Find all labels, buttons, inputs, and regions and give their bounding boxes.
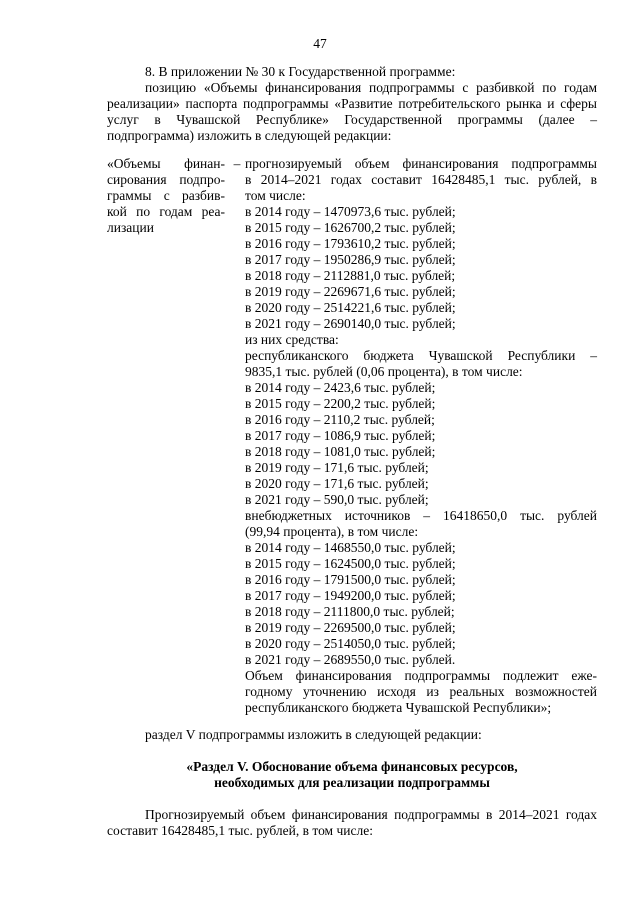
passport-left-line: граммы с разбив- (107, 188, 225, 203)
total-line: прогнозируемый объем финансирования подпрограммы (245, 156, 597, 171)
republic-year-line: в 2017 году – 1086,9 тыс. рублей; (245, 428, 436, 443)
section-title (107, 759, 597, 791)
total-line: в 2014–2021 годах составит 16428485,1 тыс. рублей, в (245, 172, 597, 187)
note-line: Объем финансирования подпрограммы подлежит еже- (245, 668, 597, 683)
extrabudget-line: (99,94 процента), в том числе: (245, 524, 419, 539)
total-year-line: в 2016 году – 1793610,2 тыс. рублей; (245, 236, 456, 251)
republic-year-line: в 2016 году – 2110,2 тыс. рублей; (245, 412, 435, 427)
extrabudget-year-line: в 2020 году – 2514050,0 тыс. рублей; (245, 636, 456, 651)
republic-year-line: в 2015 году – 2200,2 тыс. рублей; (245, 396, 436, 411)
passport-left-cell (107, 156, 225, 236)
extrabudget-year-line: в 2018 году – 2111800,0 тыс. рублей; (245, 604, 455, 619)
passport-right-cell (245, 156, 597, 716)
total-year-line: в 2021 году – 2690140,0 тыс. рублей; (245, 316, 456, 331)
section-title-line: «Раздел V. Обоснование объема финансовых ресурсов, (186, 759, 518, 774)
sources-label: из них средства: (245, 332, 339, 347)
extrabudget-year-line: в 2016 году – 1791500,0 тыс. рублей; (245, 572, 456, 587)
republic-year-line: в 2021 году – 590,0 тыс. рублей; (245, 492, 429, 507)
total-year-line: в 2020 году – 2514221,6 тыс. рублей; (245, 300, 456, 315)
total-year-line: в 2017 году – 1950286,9 тыс. рублей; (245, 252, 456, 267)
page-number: 47 (313, 36, 327, 51)
total-year-line: в 2014 году – 1470973,6 тыс. рублей; (245, 204, 456, 219)
extrabudget-line: внебюджетных источников – 16418650,0 тыс. рублей (245, 508, 597, 523)
total-year-line: в 2019 году – 2269671,6 тыс. рублей; (245, 284, 456, 299)
extrabudget-year-line: в 2014 году – 1468550,0 тыс. рублей; (245, 540, 456, 555)
extrabudget-year-line: в 2019 году – 2269500,0 тыс. рублей; (245, 620, 456, 635)
passport-left-line: кой по годам реа- (107, 204, 225, 219)
section-instruction: раздел V подпрограммы изложить в следующей редакции: (145, 727, 482, 742)
total-year-line: в 2015 году – 1626700,2 тыс. рублей; (245, 220, 456, 235)
final-paragraph: Прогнозируемый объем финансирования подпрограммы в 2014–2021 годах составит 16428485,1 тыс. рублей, в том числе: (107, 807, 597, 838)
note-line: республиканского бюджета Чувашской Республики»; (245, 700, 552, 715)
note-line: годному уточнению исходя из реальных возможностей (245, 684, 597, 699)
extrabudget-year-line: в 2015 году – 1624500,0 тыс. рублей; (245, 556, 456, 571)
extrabudget-year-line: в 2021 году – 2689550,0 тыс. рублей. (245, 652, 456, 667)
intro-paragraph: позицию «Объемы финансирования подпрограммы с разбивкой по годам реализации» паспорта подпрограммы «Развитие потребительского рынка и сферы услуг в Чувашской Республике» Государственной программы (далее – подпрограмма) изложить в следующей редакции: (107, 80, 597, 143)
republic-budget-line: 9835,1 тыс. рублей (0,06 процента), в том числе: (245, 364, 523, 379)
total-year-line: в 2018 году – 2112881,0 тыс. рублей; (245, 268, 456, 283)
passport-dash: – (233, 156, 241, 171)
republic-year-line: в 2014 году – 2423,6 тыс. рублей; (245, 380, 436, 395)
passport-left-line: сирования подпро- (107, 172, 225, 187)
republic-budget-line: республиканского бюджета Чувашской Республики – (245, 348, 597, 363)
passport-left-line: «Объемы финан- (107, 156, 225, 171)
passport-left-line: лизации (107, 220, 154, 235)
republic-year-line: в 2018 году – 1081,0 тыс. рублей; (245, 444, 436, 459)
extrabudget-year-line: в 2017 году – 1949200,0 тыс. рублей; (245, 588, 456, 603)
section-title-line: необходимых для реализации подпрограммы (214, 775, 490, 790)
republic-year-line: в 2019 году – 171,6 тыс. рублей; (245, 460, 429, 475)
total-line: том числе: (245, 188, 306, 203)
item-heading: 8. В приложении № 30 к Государственной программе: (145, 64, 456, 79)
republic-year-line: в 2020 году – 171,6 тыс. рублей; (245, 476, 429, 491)
